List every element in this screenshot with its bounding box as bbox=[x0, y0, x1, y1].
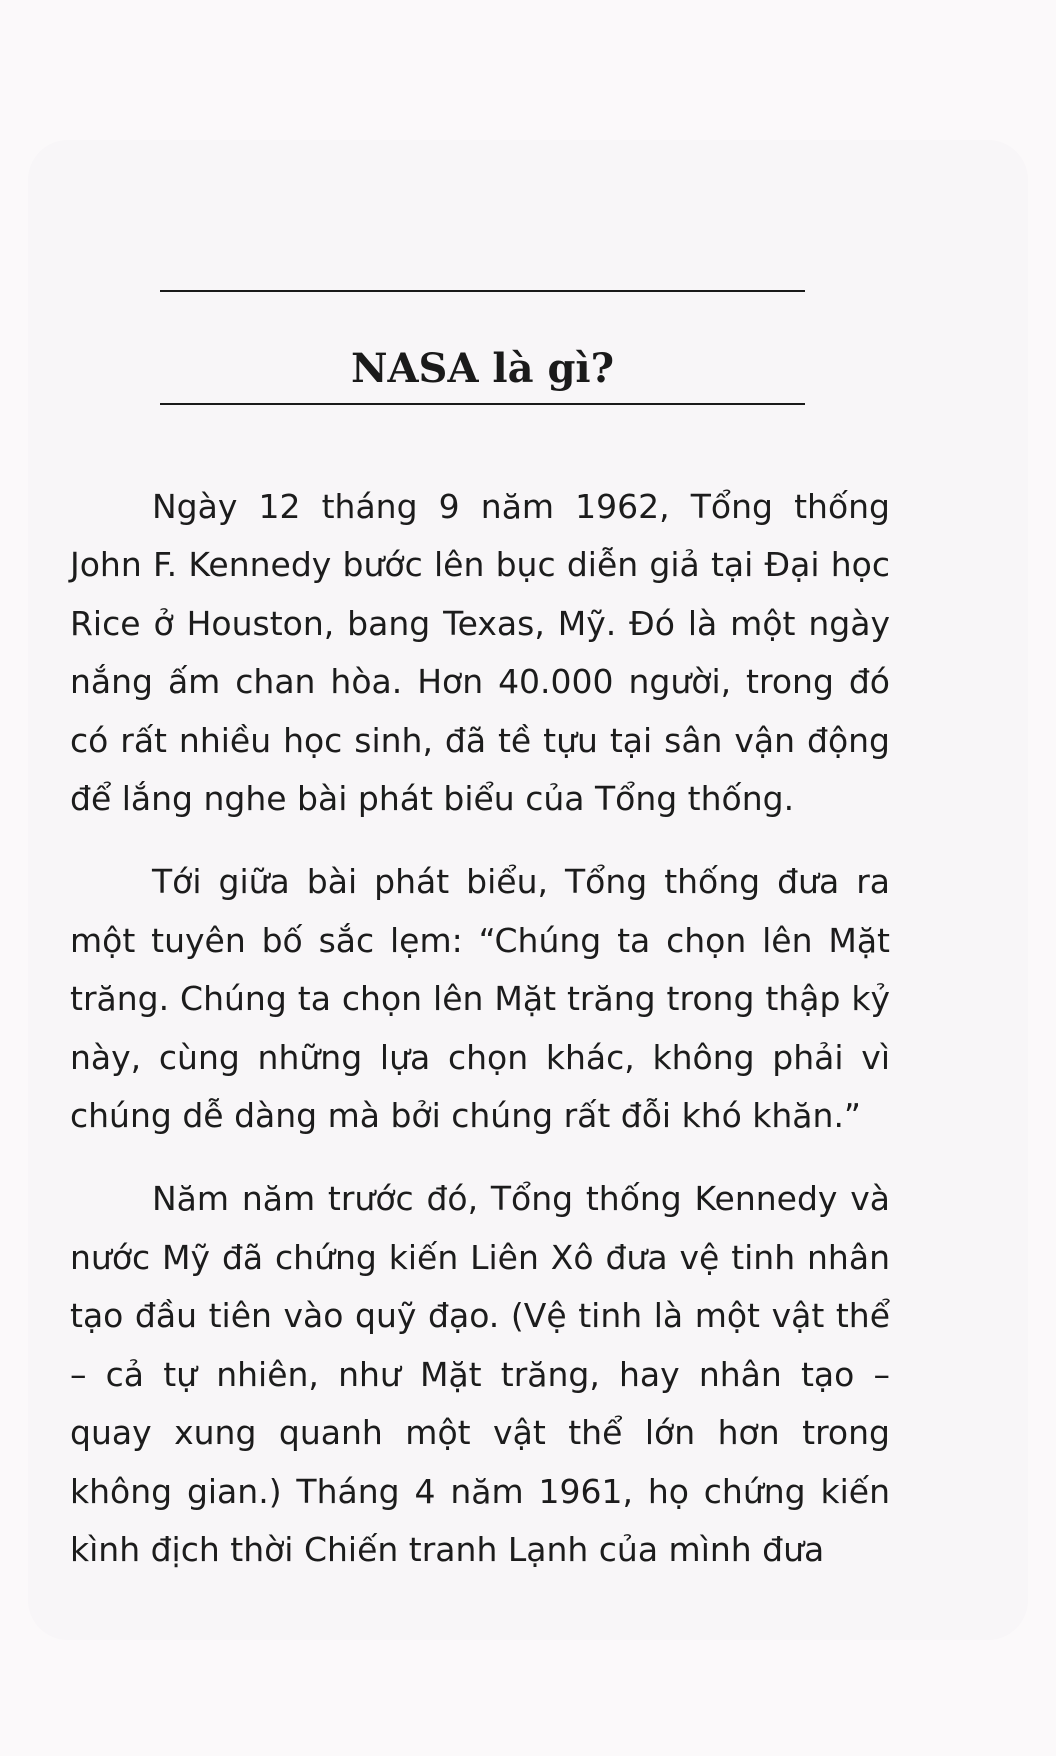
title-bottom-rule bbox=[160, 403, 805, 405]
chapter-body bbox=[70, 478, 890, 1579]
chapter-title: NASA là gì? bbox=[350, 344, 615, 392]
paragraph-1: Ngày 12 tháng 9 năm 1962, Tổng thống John F. Kennedy bước lên bục diễn giả tại Đại học Rice ở Houston, bang Texas, Mỹ. Đó là một ngày nắng ấm chan hòa. Hơn 40.000 người, trong đó có rất nhiều học sinh, đã tề tựu tại sân vận động để lắng nghe bài phát biểu của Tổng thống. bbox=[70, 487, 890, 819]
title-top-rule bbox=[160, 290, 805, 292]
paragraph-3: Năm năm trước đó, Tổng thống Kennedy và nước Mỹ đã chứng kiến Liên Xô đưa vệ tinh nhân tạo đầu tiên vào quỹ đạo. (Vệ tinh là một vật thể – cả tự nhiên, như Mặt trăng, hay nhân tạo – quay xung quanh một vật thể lớn hơn trong không gian.) Tháng 4 năm 1961, họ chứng kiến kình địch thời Chiến tranh Lạnh của mình đưa bbox=[70, 1179, 890, 1569]
paragraph-2: Tới giữa bài phát biểu, Tổng thống đưa ra một tuyên bố sắc lẹm: “Chúng ta chọn lên Mặt trăng. Chúng ta chọn lên Mặt trăng trong thập kỷ này, cùng những lựa chọn khác, không phải vì chúng dễ dàng mà bởi chúng rất đỗi khó khăn.” bbox=[70, 862, 890, 1136]
